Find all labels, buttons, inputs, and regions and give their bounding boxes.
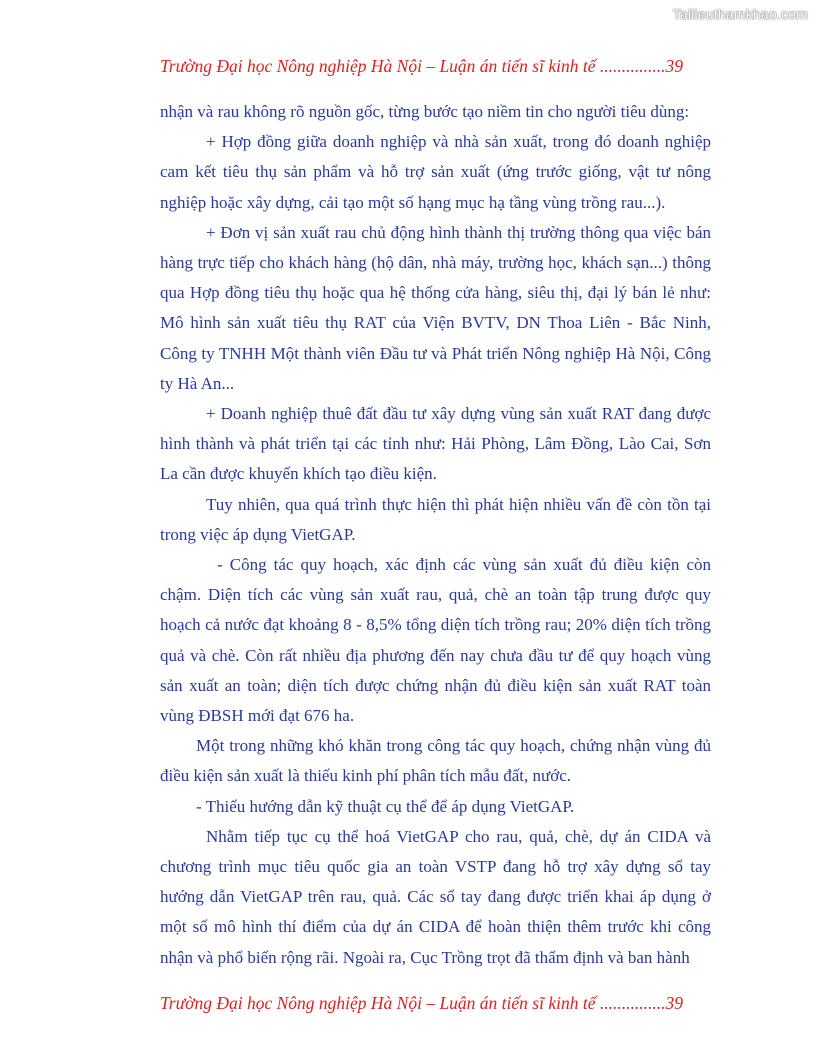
paragraph-issues-intro: Tuy nhiên, qua quá trình thực hiện thì phát hiện nhiều vấn đề còn tồn tại trong việc áp dụng VietGAP. — [160, 494, 711, 544]
paragraph-handbook: Nhằm tiếp tục cụ thể hoá VietGAP cho rau, quả, chè, dự án CIDA và chương trình mục tiêu quốc gia an toàn VSTP đang hỗ trợ xây dựng sổ tay hướng dẫn VietGAP trên rau, quả. Các sổ tay đang được triển khai áp dụng ở một số mô hình thí điểm của dự án CIDA để hoàn thiện thêm trước khi công nhận và phổ biến rộng rãi. Ngoài ra, Cục Trồng trọt đã thẩm định và ban hành — [160, 826, 711, 967]
page-header: Trường Đại học Nông nghiệp Hà Nội – Luận án tiến sĩ kinh tế ...............39 — [160, 56, 683, 76]
paragraph-land-lease-bullet: + Doanh nghiệp thuê đất đầu tư xây dựng vùng sản xuất RAT đang được hình thành và phát triển tại các tỉnh như: Hải Phòng, Lâm Đồng, Lào Cai, Sơn La cần được khuyến khích tạo điều kiện. — [160, 404, 711, 484]
page-footer: Trường Đại học Nông nghiệp Hà Nội – Luận án tiến sĩ kinh tế ...............39 — [160, 993, 683, 1013]
paragraph-funding-difficulty: Một trong những khó khăn trong công tác quy hoạch, chứng nhận vùng đủ điều kiện sản xuất là thiếu kinh phí phân tích mẫu đất, nước. — [160, 736, 711, 786]
paragraph-continuation: nhận và rau không rõ nguồn gốc, từng bước tạo niềm tin cho người tiêu dùng: — [160, 102, 690, 121]
paragraph-planning-issue: - Công tác quy hoạch, xác định các vùng sản xuất đủ điều kiện còn chậm. Diện tích các vùng sản xuất rau, quả, chè an toàn tập trung được quy hoạch cả nước đạt khoảng 8 - 8,5% tổng diện tích trồng rau; 20% diện tích trồng quả và chè. Còn rất nhiều địa phương đến nay chưa đầu tư để quy hoạch vùng sản xuất an toàn; diện tích được chứng nhận đủ điều kiện sản xuất RAT toàn vùng ĐBSH mới đạt 676 ha. — [160, 555, 711, 726]
document-body — [160, 97, 711, 973]
watermark: Tailieuthamkhao.com — [672, 6, 808, 22]
paragraph-contract-bullet: + Hợp đồng giữa doanh nghiệp và nhà sản xuất, trong đó doanh nghiệp cam kết tiêu thụ sản phẩm và hỗ trợ sản xuất (ứng trước giống, vật tư nông nghiệp hoặc xây dựng, cải tạo một số hạng mục hạ tầng vùng trồng rau...). — [160, 132, 711, 212]
paragraph-market-bullet: + Đơn vị sản xuất rau chủ động hình thành thị trường thông qua việc bán hàng trực tiếp cho khách hàng (hộ dân, nhà máy, trường học, khách sạn...) thông qua Hợp đồng tiêu thụ hoặc qua hệ thống cửa hàng, siêu thị, đại lý bán lẻ như: Mô hình sản xuất tiêu thụ RAT của Viện BVTV, DN Thoa Liên - Bắc Ninh, Công ty TNHH Một thành viên Đầu tư và Phát triển Nông nghiệp Hà Nội, Công ty Hà An... — [160, 222, 711, 393]
paragraph-guidance-issue: - Thiếu hướng dẫn kỹ thuật cụ thể để áp dụng VietGAP. — [196, 796, 575, 816]
